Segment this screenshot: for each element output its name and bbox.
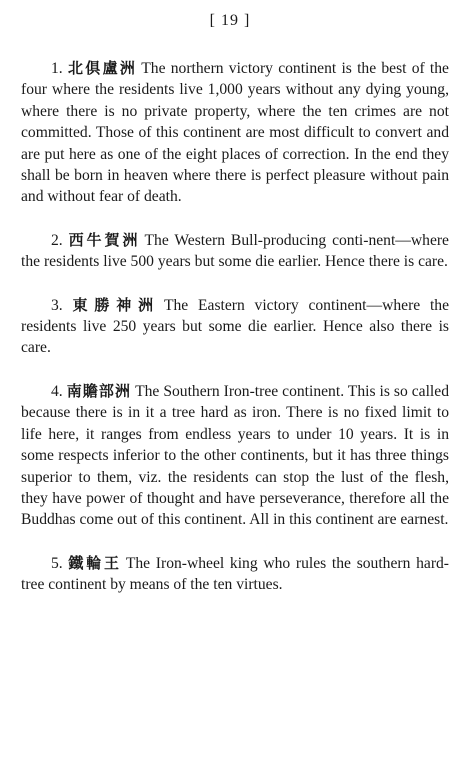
entry-5 bbox=[21, 553, 449, 596]
entry-number: 5. bbox=[51, 554, 63, 572]
entry-3 bbox=[21, 295, 449, 359]
entry-number: 1. bbox=[51, 60, 63, 77]
entry-text: The Eastern victory continent—where the residents live 250 years but some die earlier. Hence also there is care. bbox=[21, 296, 450, 357]
entry-2 bbox=[21, 230, 449, 273]
entry-chinese-term: 南贍部洲 bbox=[66, 381, 132, 400]
entry-text: The Western Bull-producing conti-nent—where the residents live 500 years but some die earlier. Hence there is care. bbox=[21, 231, 449, 271]
entry-text: The northern victory continent is the best of the four where the residents live 1,000 years without any dying young, where there is no private property, where the ten crimes are not committed. Those of this continent are most difficult to convert and are put here as one of the eight places of correction. In the end they shall be born in heaven where there is perfect pleasure without pain and without fear of death. bbox=[21, 60, 449, 206]
entry-chinese-term: 東勝神洲 bbox=[72, 295, 160, 314]
entry-number: 4. bbox=[51, 382, 63, 400]
entry-text: The Southern Iron-tree continent. This is so called because there is in it a tree hard as iron. There is no fixed limit to life here, it ranges from endless years to under 10 years. It is in some respects inferior to the other continents, but it has three things superior to them, viz. the residents can stop the lust of the flesh, they have power of thought and have perseverance, therefore all the Buddhas come out of this continent. All in this continent are earnest. bbox=[21, 382, 449, 529]
entry-chinese-term: 北俱盧洲 bbox=[67, 59, 138, 77]
entry-number: 3. bbox=[51, 296, 63, 314]
entry-list bbox=[21, 58, 449, 618]
entry-chinese-term: 西牛賀洲 bbox=[68, 230, 141, 249]
page-number: [ 19 ] bbox=[209, 12, 251, 29]
entry-text: The Iron-wheel king who rules the southern hard-tree continent by means of the ten virtues. bbox=[21, 554, 449, 594]
entry-number: 2. bbox=[51, 231, 63, 249]
entry-1 bbox=[21, 58, 449, 208]
entry-4 bbox=[21, 381, 449, 531]
entry-chinese-term: 鐵輪王 bbox=[68, 553, 122, 572]
